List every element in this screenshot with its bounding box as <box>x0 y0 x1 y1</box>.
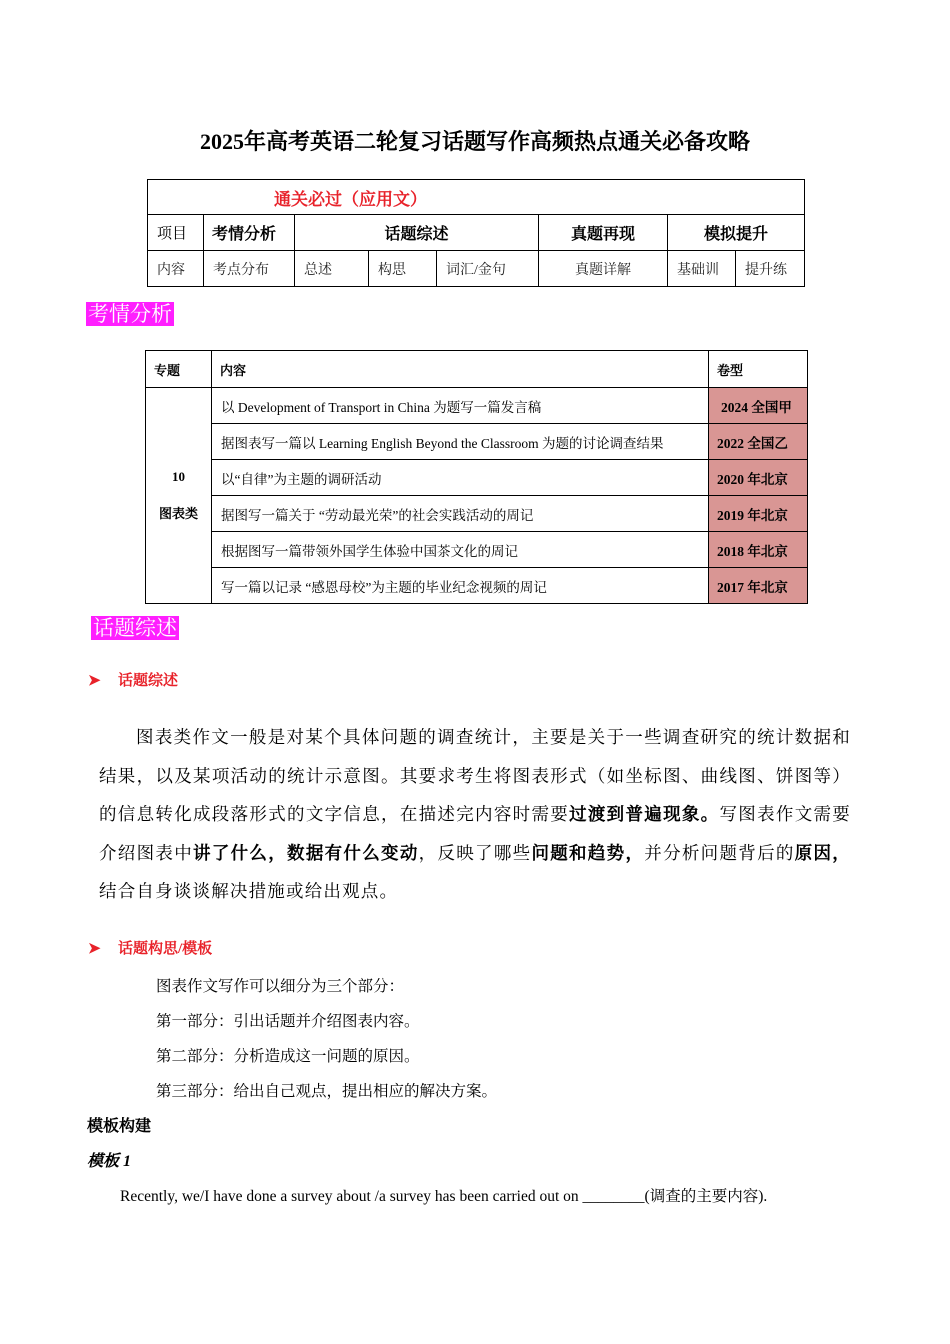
category-name: 图表类 <box>158 506 198 521</box>
analysis-year-cell: 2024 全国甲 <box>709 388 808 424</box>
analysis-content-cell: 据图写一篇关于 “劳动最光荣”的社会实践活动的周记 <box>212 496 709 532</box>
analysis-content-cell: 据图表写一篇以 Learning English Beyond the Classroom 为题的讨论调查结果 <box>212 424 709 460</box>
analysis-content-cell: 写一篇以记录 “感恩母校”为主题的毕业纪念视频的周记 <box>212 568 709 604</box>
overview-header-cell: 考情分析 <box>204 215 295 251</box>
overview-cell: 词汇/金句 <box>437 251 539 287</box>
analysis-content-cell: 以 Development of Transport in China 为题写一篇发言稿 <box>212 388 709 424</box>
category-cell <box>146 388 212 604</box>
structure-part: 第三部分：给出自己观点，提出相应的解决方案。 <box>156 1083 498 1100</box>
section-heading-analysis: 考情分析 <box>88 302 172 326</box>
bullet-structure <box>88 937 212 958</box>
template1-label: 模板 1 <box>87 1153 132 1170</box>
overview-cell: 考点分布 <box>204 251 295 287</box>
overview-header-cell: 真题再现 <box>539 215 668 251</box>
overview-cell: 提升练 <box>736 251 805 287</box>
overview-header-cell: 项目 <box>148 215 204 251</box>
overview-cell: 真题详解 <box>539 251 668 287</box>
arrow-bullet-icon: ➤ <box>88 941 101 957</box>
analysis-table <box>145 350 808 604</box>
bullet-label: 话题综述 <box>118 673 179 689</box>
structure-part: 第二部分：分析造成这一问题的原因。 <box>156 1048 420 1065</box>
bullet-label: 话题构思/模板 <box>118 941 213 957</box>
summary-paragraph: 图表类作文一般是对某个具体问题的调查统计，主要是关于一些调查研究的统计数据和结果，以及某项活动的统计示意图。其要求考生将图表形式（如坐标图、曲线图、饼图等）的信息转化成段落形式的文字信息，在描述完内容时需要过渡到普遍现象。写图表作文需要介绍图表中讲了什么，数据有什么变动，反映了哪些问题和趋势，并分析问题背后的原因，结合自身谈谈解决措施或给出观点。 <box>99 727 851 901</box>
analysis-year-cell: 2019 年北京 <box>709 496 808 532</box>
bullet-summary <box>88 669 178 690</box>
arrow-bullet-icon: ➤ <box>88 673 101 689</box>
analysis-year-cell: 2022 全国乙 <box>709 424 808 460</box>
overview-cell: 基础训 <box>668 251 736 287</box>
analysis-year-cell: 2017 年北京 <box>709 568 808 604</box>
section-heading-summary: 话题综述 <box>93 616 177 640</box>
page-title: 2025年高考英语二轮复习话题写作高频热点通关必备攻略 <box>199 129 750 154</box>
analysis-content-cell: 根据图写一篇带领外国学生体验中国茶文化的周记 <box>212 532 709 568</box>
analysis-content-cell: 以“自律”为主题的调研活动 <box>212 460 709 496</box>
analysis-year-cell: 2018 年北京 <box>709 532 808 568</box>
overview-table <box>147 179 805 287</box>
overview-cell: 内容 <box>148 251 204 287</box>
category-number: 10 <box>172 469 185 484</box>
template1-line: Recently, we/I have done a survey about /a survey has been carried out on ________(调查的主要内容). <box>120 1188 768 1205</box>
template-heading: 模板构建 <box>87 1118 152 1135</box>
overview-cell: 构思 <box>369 251 437 287</box>
analysis-year-cell: 2020 年北京 <box>709 460 808 496</box>
structure-intro: 图表作文写作可以细分为三个部分： <box>156 978 405 995</box>
overview-header-cell: 话题综述 <box>295 215 539 251</box>
overview-header-cell: 模拟提升 <box>668 215 805 251</box>
analysis-header-cell: 卷型 <box>709 351 808 388</box>
analysis-header-cell: 内容 <box>212 351 709 388</box>
overview-heading: 通关必过（应用文） <box>148 180 805 215</box>
analysis-header-cell: 专题 <box>146 351 212 388</box>
structure-part: 第一部分：引出话题并介绍图表内容。 <box>156 1013 420 1030</box>
overview-cell: 总述 <box>295 251 369 287</box>
